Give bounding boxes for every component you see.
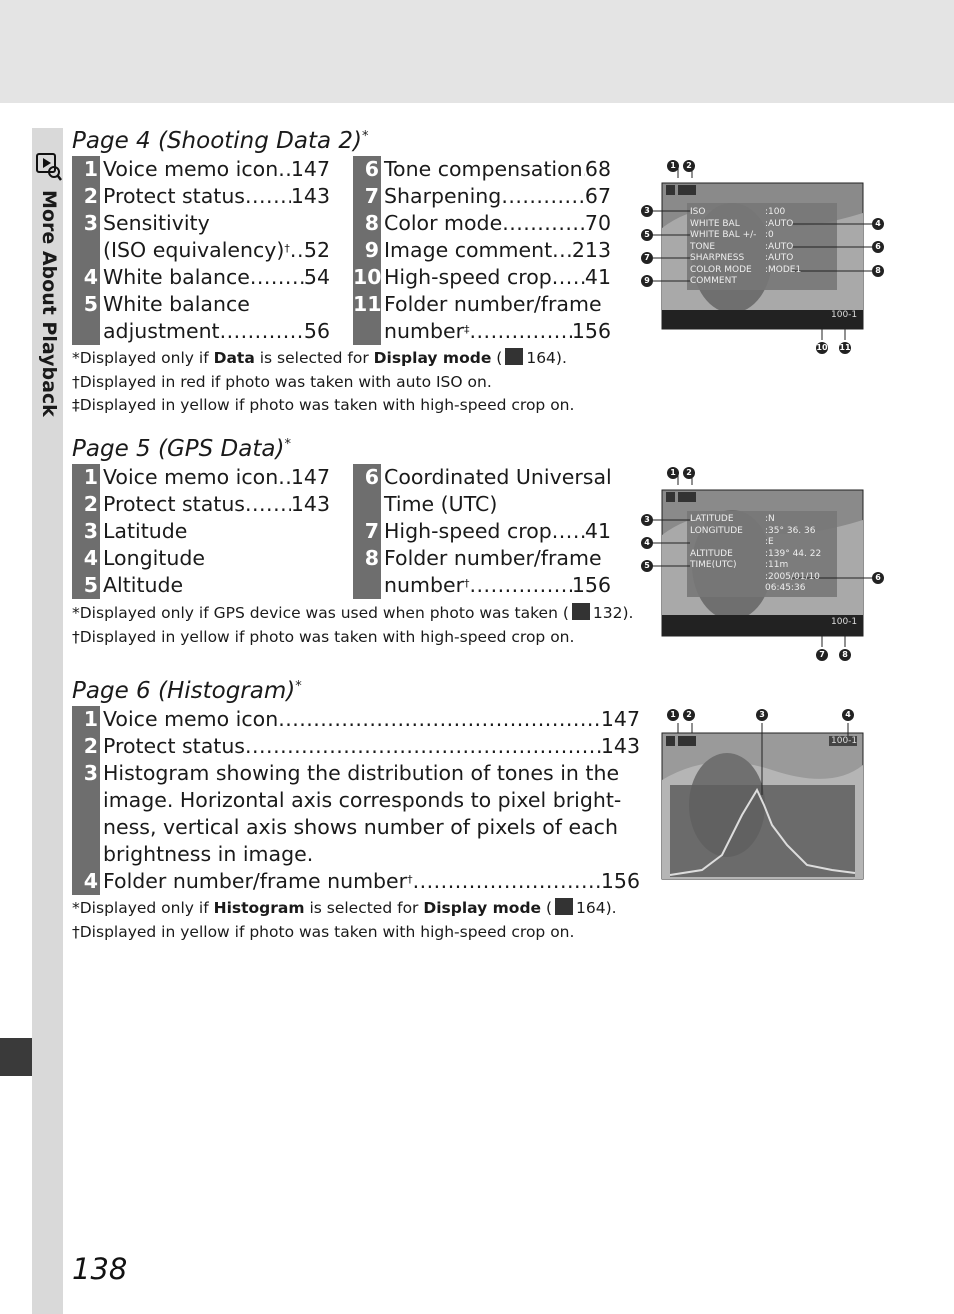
item-line [384, 291, 611, 318]
footnote-text: †Displayed in yellow if photo was taken with high-speed crop on. [72, 627, 575, 646]
screen-field-value: 06:45:36 [765, 583, 806, 593]
footnotes [72, 897, 617, 944]
screen-field-labels [690, 514, 743, 583]
item-label: Folder number/frame [384, 292, 602, 316]
item-label: Coordinated Universal [384, 465, 612, 489]
footnote-text: †Displayed in yellow if photo was taken with high-speed crop on. [72, 922, 575, 941]
item-number: 6 [353, 464, 381, 518]
screen-field-value: :2005/01/10 [765, 571, 820, 582]
item-line [103, 760, 640, 787]
item-label: Sensitivity [103, 211, 210, 235]
screen-field-label: TIME(UTC) [690, 560, 737, 570]
footnote-text: *Displayed only if [72, 349, 214, 367]
footnote [72, 921, 617, 945]
item-line [103, 545, 330, 572]
item-number: 1 [72, 464, 100, 491]
item-label: image. Horizontal axis corresponds to pixel bright- [103, 788, 622, 812]
leader-dots [245, 183, 291, 210]
footnote [72, 371, 574, 395]
item-label: number [384, 319, 465, 343]
screen-field-label: TONE [690, 241, 716, 252]
callout-7: 7 [816, 649, 828, 661]
leader-dots [245, 491, 291, 518]
item-line [103, 814, 640, 841]
list-item [353, 291, 611, 345]
item-number: 4 [72, 868, 100, 895]
page-reference: 52 [303, 238, 330, 262]
item-label: High-speed crop [384, 265, 552, 289]
item-line [384, 264, 611, 291]
item-label: ness, vertical axis shows number of pixels of each [103, 815, 618, 839]
callout-1: 1 [667, 160, 679, 172]
list-item [72, 464, 330, 491]
leader-dots [278, 464, 291, 491]
item-number: 3 [72, 518, 100, 545]
item-list-left [72, 156, 330, 345]
item-number: 2 [72, 183, 100, 210]
screen-field-value: :AUTO [765, 253, 794, 263]
callout-2: 2 [683, 709, 695, 721]
item-number: 1 [72, 156, 100, 183]
page-reference: 143 [290, 184, 330, 208]
leader-dots [245, 733, 601, 760]
item-label: (ISO equivalency) [103, 238, 285, 262]
item-label: Tone compensation [384, 157, 583, 181]
footnote-text: is selected for [304, 899, 424, 917]
list-item [353, 264, 611, 291]
section-histogram [72, 676, 640, 941]
footnotes [72, 602, 633, 649]
page-number: 138 [72, 1252, 128, 1286]
item-line [384, 318, 611, 345]
item-number: 5 [72, 291, 100, 345]
item-label: Voice memo icon [103, 707, 279, 731]
callout-1: 1 [667, 709, 679, 721]
list-item [353, 518, 611, 545]
screen-shooting-data-2 [632, 158, 897, 358]
screen-frame-number: 100-1 [831, 736, 858, 746]
callout-4: 4 [872, 218, 884, 230]
section-title: Page 4 (Shooting Data 2)* [72, 128, 369, 154]
leader-dots [413, 868, 601, 895]
item-label: Voice memo icon [103, 465, 279, 489]
item-line [384, 545, 611, 572]
item-number: 3 [72, 760, 100, 868]
screen-gps-data [632, 465, 897, 665]
item-line [384, 237, 611, 264]
screen-field-value: :139° 44. 22 [765, 548, 822, 559]
callout-4: 4 [641, 537, 653, 549]
screen-field-value: :E [765, 537, 774, 547]
callout-6: 6 [872, 572, 884, 584]
page-reference: 213 [571, 238, 611, 262]
list-item [353, 210, 611, 237]
list-item [72, 733, 640, 760]
page-reference: 143 [600, 734, 640, 758]
list-item [72, 291, 330, 345]
item-line [103, 787, 640, 814]
lcd-illustration [632, 705, 897, 885]
item-line [384, 491, 611, 518]
leader-dots [470, 572, 572, 599]
callout-5: 5 [641, 229, 653, 241]
callout-10: 10 [816, 343, 828, 352]
list-item [72, 572, 330, 599]
item-number: 6 [353, 156, 381, 183]
screen-field-label: COMMENT [690, 276, 737, 286]
screen-field-label: SHARPNESS [690, 253, 745, 263]
footnote [72, 394, 574, 418]
page-reference: 41 [584, 265, 611, 289]
screen-field-values [765, 207, 801, 288]
screen-field-label [690, 572, 743, 584]
footnote-text: †Displayed in red if photo was taken with auto ISO on. [72, 372, 492, 391]
screen-field-label: COLOR MODE [690, 264, 752, 275]
callout-8: 8 [872, 265, 884, 277]
item-label: Latitude [103, 519, 188, 543]
item-number: 1 [72, 706, 100, 733]
item-number: 7 [353, 518, 381, 545]
screen-field-value: :0 [765, 230, 774, 240]
item-number: 2 [72, 491, 100, 518]
screen-field-value: :MODE1 [765, 264, 802, 275]
item-label: Color mode [384, 211, 503, 235]
item-list [72, 706, 640, 895]
item-label: Folder number/frame [384, 546, 602, 570]
page-reference: 147 [290, 465, 330, 489]
list-item [353, 183, 611, 210]
list-item [72, 264, 330, 291]
page-reference-icon [555, 898, 573, 915]
item-number: 9 [353, 237, 381, 264]
page-reference: 147 [290, 157, 330, 181]
callout-3: 3 [641, 205, 653, 217]
item-line [384, 183, 611, 210]
item-label: Histogram showing the distribution of tones in the [103, 761, 620, 785]
page-reference: 156 [571, 319, 611, 343]
playback-icon [34, 150, 62, 182]
leader-dots [552, 264, 585, 291]
item-line [103, 733, 640, 760]
footnote-mark: † [284, 242, 290, 255]
screen-field-values [765, 514, 821, 595]
item-line [103, 464, 330, 491]
page-reference: 147 [600, 707, 640, 731]
screen-field-label: LONGITUDE [690, 525, 743, 536]
screen-field-value [765, 276, 801, 288]
item-list-right [353, 464, 611, 599]
callout-2: 2 [683, 160, 695, 172]
screen-field-label [690, 537, 743, 549]
item-number: 8 [353, 545, 381, 599]
list-item [72, 868, 640, 895]
page-reference-icon [505, 348, 523, 365]
screen-field-value: :AUTO [765, 241, 794, 252]
page-reference: 68 [584, 157, 611, 181]
page-reference: 54 [303, 265, 330, 289]
page-reference: 41 [584, 519, 611, 543]
screen-histogram [632, 705, 897, 885]
item-number: 8 [353, 210, 381, 237]
screen-frame-number: 100-1 [831, 617, 858, 627]
list-item [72, 545, 330, 572]
footnote-text: ‡Displayed in yellow if photo was taken with high-speed crop on. [72, 396, 575, 414]
footnote-mark: † [464, 577, 470, 590]
item-label: Altitude [103, 573, 184, 597]
callout-4: 4 [842, 709, 854, 721]
list-item [72, 156, 330, 183]
item-label: Protect status [103, 734, 245, 758]
page-reference: 156 [571, 573, 611, 597]
section-title: Page 5 (GPS Data)* [72, 436, 291, 462]
callout-8: 8 [839, 649, 851, 661]
footnote-mark: † [407, 873, 413, 886]
callout-9: 9 [641, 275, 653, 287]
callout-11: 11 [839, 343, 851, 352]
item-label: Protect status [103, 492, 245, 516]
list-item [72, 491, 330, 518]
footnote-emphasis: Histogram [213, 899, 305, 917]
item-label: brightness in image. [103, 842, 314, 866]
screen-field-value: :35° 36. 36 [765, 525, 816, 536]
leader-dots [502, 210, 585, 237]
callout-3: 3 [756, 709, 768, 721]
section-gps-data [72, 434, 634, 646]
list-item [353, 545, 611, 599]
item-line [103, 183, 330, 210]
callout-3: 3 [641, 514, 653, 526]
footnote: *Displayed only if Histogram is selected for Display mode ( 164). [72, 899, 617, 917]
item-line [384, 464, 611, 491]
page-reference: 67 [584, 184, 611, 208]
leader-dots [250, 264, 304, 291]
item-label: number [384, 573, 465, 597]
screen-field-label: ISO [690, 207, 706, 217]
item-line [384, 210, 611, 237]
list-item [72, 210, 330, 264]
list-item [353, 464, 611, 518]
item-label: Folder number/frame number [103, 869, 408, 893]
leader-dots [278, 156, 291, 183]
leader-dots [278, 706, 601, 733]
item-label: adjustment [103, 319, 220, 343]
page-reference: 156 [600, 869, 640, 893]
screen-field-value: :100 [765, 207, 786, 217]
item-number: 5 [72, 572, 100, 599]
screen-field-value: :11m [765, 560, 789, 570]
item-label: Sharpening [384, 184, 502, 208]
item-line [103, 868, 640, 895]
callout-6: 6 [872, 241, 884, 253]
callout-5: 5 [641, 560, 653, 572]
screen-field-label: LATITUDE [690, 514, 734, 524]
leader-dots [290, 237, 304, 264]
section-title: Page 6 (Histogram)* [72, 678, 302, 704]
item-line [103, 210, 330, 237]
item-line [103, 518, 330, 545]
callout-1: 1 [667, 467, 679, 479]
item-label: High-speed crop [384, 519, 552, 543]
list-item [353, 156, 611, 183]
item-list-left [72, 464, 330, 599]
item-line [103, 841, 640, 868]
item-label: Image comment [384, 238, 553, 262]
item-label: White balance [103, 292, 250, 316]
item-line [384, 156, 611, 183]
section-shooting-data-2 [72, 126, 617, 414]
side-tab-marker [0, 1038, 32, 1076]
leader-dots [470, 318, 572, 345]
item-number: 7 [353, 183, 381, 210]
page-header-band [0, 0, 954, 103]
callout-2: 2 [683, 467, 695, 479]
item-line [103, 156, 330, 183]
list-item [353, 237, 611, 264]
item-number: 10 [353, 265, 382, 289]
screen-field-value: :N [765, 514, 775, 524]
item-line [103, 572, 330, 599]
leader-dots [220, 318, 304, 345]
item-number: 4 [72, 264, 100, 291]
footnote-emphasis: Display mode [423, 899, 542, 917]
item-line [384, 518, 611, 545]
page-reference: 56 [303, 319, 330, 343]
item-label: Longitude [103, 546, 205, 570]
footnote-emphasis: Display mode [373, 349, 492, 367]
item-number: 11 [353, 291, 381, 345]
side-tab-label: More About Playback [38, 190, 60, 417]
screen-field-label: WHITE BAL +/- [690, 230, 757, 240]
item-line [103, 291, 330, 318]
leader-dots [501, 183, 585, 210]
screen-field-label: ALTITUDE [690, 548, 733, 559]
footnote: *Displayed only if GPS device was used when photo was taken ( 132). [72, 604, 634, 622]
item-label: Voice memo icon [103, 157, 279, 181]
page-reference: 70 [584, 211, 611, 235]
item-number: 2 [72, 733, 100, 760]
footnote-mark: ‡ [464, 323, 470, 336]
list-item [72, 183, 330, 210]
callout-7: 7 [641, 252, 653, 264]
item-number: 3 [72, 210, 100, 264]
item-list-right [353, 156, 611, 345]
item-line [103, 491, 330, 518]
leader-dots [552, 237, 572, 264]
footnote-emphasis: Data [213, 349, 255, 367]
screen-field-value: :AUTO [765, 218, 794, 229]
page-reference: 143 [290, 492, 330, 516]
footnote-text: is selected for [254, 349, 374, 367]
item-label: Time (UTC) [384, 492, 498, 516]
footnote-text: *Displayed only if [72, 899, 214, 917]
item-line [103, 264, 330, 291]
footnotes [72, 347, 574, 418]
list-item [72, 760, 640, 868]
leader-dots [552, 518, 585, 545]
list-item [72, 706, 640, 733]
page-reference-icon [572, 603, 590, 620]
list-item [72, 518, 330, 545]
item-number: 4 [72, 545, 100, 572]
item-label: Protect status [103, 184, 245, 208]
footnote: *Displayed only if Data is selected for Display mode ( 164). [72, 349, 567, 367]
footnote [72, 626, 633, 650]
item-line [384, 572, 611, 599]
item-line [103, 318, 330, 345]
item-line [103, 237, 330, 264]
screen-frame-number: 100-1 [831, 310, 858, 320]
item-line [103, 706, 640, 733]
item-label: White balance [103, 265, 250, 289]
screen-field-label: WHITE BAL [690, 218, 740, 229]
screen-field-labels [690, 207, 756, 288]
